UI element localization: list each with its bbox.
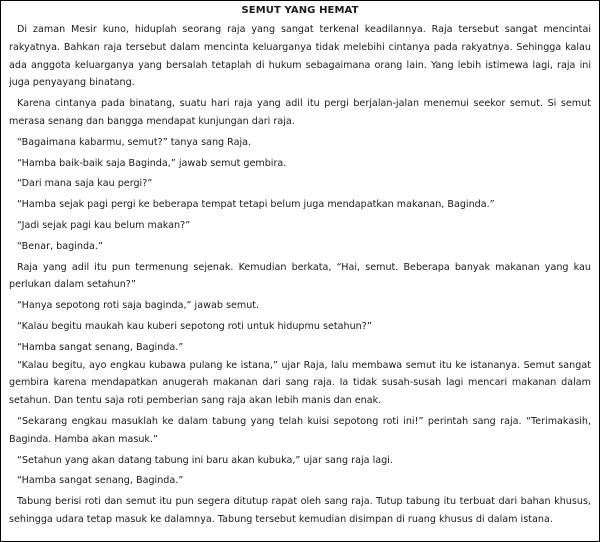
paragraph-dialogue: “Hanya sepotong roti saja baginda,” jawab semut. [17,300,260,312]
paragraph-closing: Tabung berisi roti dan semut itu pun segera ditutup rapat oleh sang raja. Tutup tabung itu terbuat dari bahan khusus, sehingga udara tetap masuk ke dalamnya. Tabung tersebut kemudian disimpan di ruang khusus di dalam istana. [9,496,591,525]
paragraph-intro: Di zaman Mesir kuno, hiduplah seorang raja yang sangat terkenal keadilannya. Raja tersebut sangat mencintai rakyatnya. Bahkan raja tersebut dalam mencinta keluarganya tidak melebihi cintanya pada rakyatnya. Sehingga kalau ada anggota keluarganya yang bersalah tetaplah di hukum sebagaimana orang lain. Yang lebih istimewa lagi, raja ini juga penyayang binatang. [9,24,591,89]
paragraph-dialogue: “Bagaimana kabarmu, semut?” tanya sang Raja. [17,136,252,148]
paragraph-dialogue: “Sekarang engkau masuklah ke dalam tabung yang telah kuisi sepotong roti ini!” perintah sang raja. “Terimakasih, Baginda. Hamba akan masuk.” [9,415,591,445]
paragraph-narration: Raja yang adil itu pun termenung sejenak. Kemudian berkata, “Hai, semut. Beberapa banyak makanan yang kau perlukan dalam setahun?” [9,261,591,291]
paragraph-dialogue: “Benar, baginda.” [17,240,103,252]
paragraph-dialogue: “Kalau begitu maukah kau kuberi sepotong roti untuk hidupmu setahun?” [17,320,372,332]
paragraph-visit: Karena cintanya pada binatang, suatu hari raja yang adil itu pergi berjalan-jalan menemui seekor semut. Si semut merasa senang dan bangga mendapat kunjungan dari raja. [9,98,591,127]
paragraph-dialogue: “Hamba sangat senang, Baginda.” [17,341,184,353]
paragraph-dialogue: “Hamba sangat senang, Baginda.” [17,475,184,487]
document-title: SEMUT YANG HEMAT [241,5,359,16]
paragraph-dialogue: “Hamba sejak pagi pergi ke beberapa tempat tetapi belum juga mendapatkan makanan, Baginda.” [17,199,495,211]
paragraph-dialogue: “Jadi sejak pagi kau belum makan?” [17,219,191,231]
paragraph-dialogue: “Hamba baik-baik saja Baginda,” jawab semut gembira. [17,157,287,169]
paragraph-dialogue: “Setahun yang akan datang tabung ini baru akan kubuka,” ujar sang raja lagi. [17,454,393,466]
paragraph-dialogue: “Dari mana saja kau pergi?” [17,178,153,190]
paragraph-narration: “Kalau begitu, ayo engkau kubawa pulang ke istana,” ujar Raja, lalu membawa semut itu ke istananya. Semut sangat gembira karena mendapatkan anugerah makanan dari sang raja. Ia tidak susah-susah lagi mencari makanan dalam setahun. Dan tentu saja roti pemberian sang raja akan lebih manis dan enak. [9,359,591,407]
